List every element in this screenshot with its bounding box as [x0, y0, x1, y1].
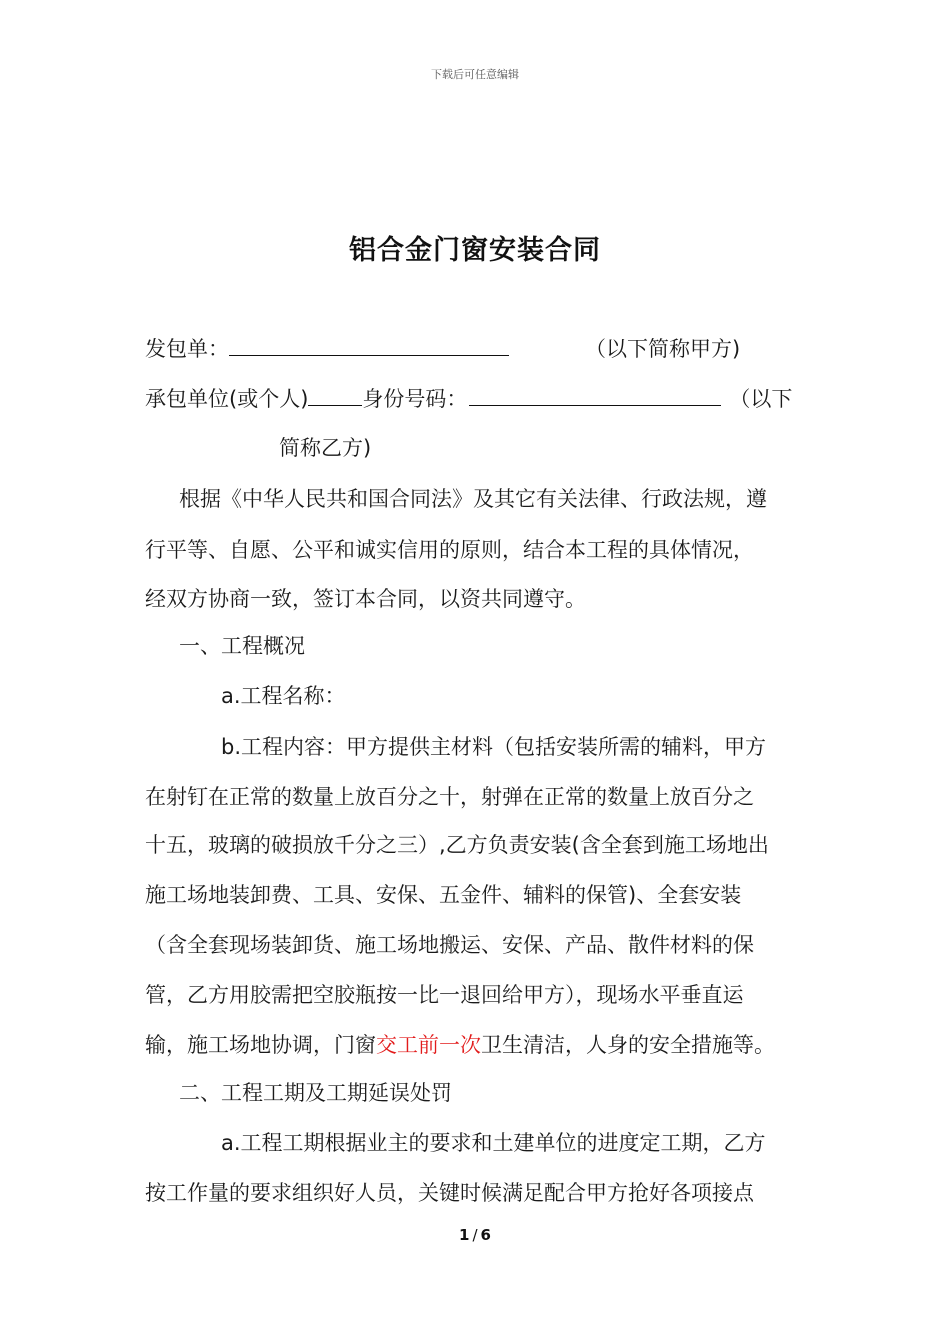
section1-item-b-line: 管，乙方用胶需把空胶瓶按一比一退回给甲方），现场水平垂直运: [145, 983, 744, 1007]
text-segment: 卫生清洁，人身的安全措施等。: [481, 1033, 775, 1057]
document-title: 铝合金门窗安装合同: [349, 235, 601, 266]
section2-item-a-line: 按工作量的要求组织好人员，关键时候满足配合甲方抢好各项接点: [145, 1181, 754, 1205]
section1-heading: 一、工程概况: [179, 634, 305, 658]
section2-item-a-line: a.工程工期根据业主的要求和土建单位的进度定工期，乙方: [221, 1131, 766, 1155]
party-a-blank[interactable]: [229, 333, 509, 356]
intro-line: 经双方协商一致，签订本合同，以资共同遵守。: [145, 587, 586, 611]
text-segment: 输，施工场地协调，门窗: [145, 1033, 376, 1057]
party-b-line: [145, 383, 792, 414]
section1-item-a: a.工程名称：: [221, 684, 346, 708]
intro-line: 根据《中华人民共和国合同法》及其它有关法律、行政法规，遵: [179, 487, 767, 511]
intro-line: 行平等、自愿、公平和诚实信用的原则，结合本工程的具体情况，: [145, 538, 754, 562]
section1-item-b-line: b.工程内容：甲方提供主材料（包括安装所需的辅料，甲方: [221, 735, 767, 759]
party-b-id-blank[interactable]: [469, 383, 721, 406]
highlighted-text: 交工前一次: [376, 1033, 481, 1057]
party-b-label: 承包单位(或个人): [145, 387, 309, 411]
section1-item-b-line: （含全套现场装卸货、施工场地搬运、安保、产品、散件材料的保: [145, 933, 754, 957]
party-a-label: 发包单：: [145, 337, 229, 361]
party-b-id-label: 身份号码：: [362, 387, 468, 411]
section1-item-b-last-line: [145, 1030, 775, 1060]
section1-item-b-line: 施工场地装卸费、工具、安保、五金件、辅料的保管)、全套安装: [145, 883, 742, 907]
party-a-suffix: （以下简称甲方): [585, 337, 741, 361]
party-b-suffix-cont: 简称乙方): [279, 436, 372, 460]
section1-item-b-line: 十五，玻璃的破损放千分之三）,乙方负责安装(含全套到施工场地出: [145, 833, 769, 857]
party-b-name-blank[interactable]: [308, 383, 362, 406]
page-current: 1: [459, 1226, 470, 1244]
section1-item-b-line: 在射钉在正常的数量上放百分之十，射弹在正常的数量上放百分之: [145, 785, 754, 809]
party-a-line: [145, 333, 740, 364]
page-total: 6: [480, 1226, 491, 1244]
section2-heading: 二、工程工期及工期延误处罚: [179, 1081, 452, 1105]
page-number: [0, 1226, 950, 1244]
header-note: 下载后可任意编辑: [431, 68, 519, 81]
page-separator: /: [472, 1226, 478, 1244]
party-b-suffix: （以下: [729, 387, 793, 411]
